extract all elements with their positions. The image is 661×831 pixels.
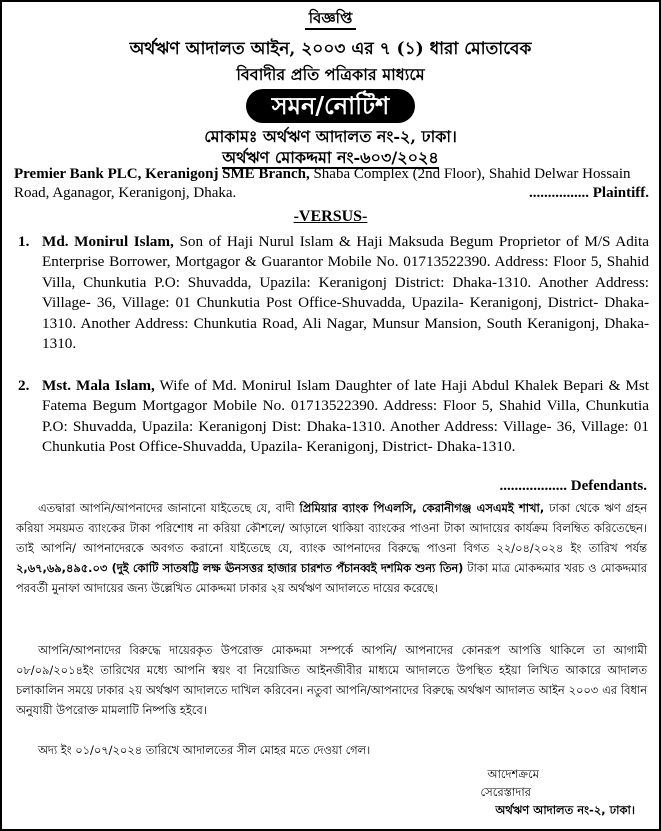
defendant-text [42, 376, 649, 458]
body-paragraph-3: অদ্য ইং ০১/০৭/২০২৪ তারিখে আদালতের সীল মোহর মতে দেওয়া গেল। [38, 743, 371, 757]
plaintiff-tag: ................ Plaintiff. [529, 185, 649, 201]
defendant-number: 2. [18, 377, 30, 394]
claim-amount: ২,৬৭,৬৯,৪৯৫.০৩ (দুই কোটি সাতষট্টি লক্ষ ঊনসত্তর হাজার চারশত পঁচানব্বই দশমিক শুন্য তিন) [16, 561, 464, 575]
publication-line: বিবাদীর প্রতি পত্রিকার মাধ্যমে [236, 65, 425, 84]
versus-heading: -VERSUS- [293, 208, 368, 225]
signature-court: অর্থঋণ আদালত নং-২, ঢাকা। [495, 803, 635, 817]
bank-branch-name: প্রিমিয়ার ব্যাংক পিএলসি, কেরানীগঞ্জ এসএমই শাখা, [299, 501, 545, 515]
signature-order-line: আদেশক্রমে [487, 767, 539, 781]
court-line: মোকামঃ অর্থঋণ আদালত নং-২, ঢাকা। [204, 127, 457, 146]
plaintiff-name: Premier Bank PLC, Keranigonj SME Branch, [14, 166, 310, 182]
plaintiff-address: Shaba Complex (2nd Floor), Shahid Delwar Hossain Road, Aganagor, Keranigonj, Dhaka. [14, 166, 631, 201]
defendant-details: Wife of Md. Monirul Islam Daughter of late Haji Abdul Khalek Bepari & Mst Fatema Begum Mortgagor Mobile No. 01713522390. Address: Floor 5, Shahid Villa, Chunkutia P.O: Shuvadda, Upazila: Keranigonj Dist: Dhaka-1310. Another Address: Village- 36, Village: 01 Chunkutia Post Office-Shuvadda, Upazila- Keranigonj, District- Dhaka-1310. [42, 377, 649, 456]
defendant-text [42, 232, 649, 354]
notice-heading: বিজ্ঞপ্তি [2, 8, 659, 30]
defendant-number: 1. [18, 233, 30, 250]
defendant-2 [18, 376, 649, 458]
banner-wrap [2, 89, 659, 123]
defendant-1 [18, 232, 649, 354]
plaintiff-block [14, 165, 649, 203]
signature-title: সেরেস্তাদার [480, 785, 531, 799]
body-paragraph-2: আপনি/আপনাদের বিরুদ্ধে দায়েরকৃত উপরোক্ত মোকদ্দমা সম্পর্কে আপনি/ আপনাদের কোনরূপ আপত্তি থাকিলে তা আগামী ০৮/০৯/২০১৪ইং তারিখের মধ্যে আপনি স্বয়ং বা নিয়োজিত আইনজীবীর মাধ্যমে আদালতে উপস্থিত হইয়া লিখিত আকারে আদালত চলাকালিন সময়ে ঢাকার ২য় অর্থঋণ আদালতে দাখিল করিবেন। নতুবা আপনি/আপনাদের বিরুদ্ধে অর্থঋণ আদালত আইন ২০০৩ এর বিধান অনুযায়ী উপরোক্ত মামলাটি নিষ্পত্তি হইবে। [16, 643, 647, 717]
body-paragraph-1: এতদ্বারা আপনি/আপনাদের জানানো যাইতেছে যে, বাদী প্রিমিয়ার ব্যাংক পিএলসি, কেরানীগঞ্জ এসএমই শাখা, ঢাকা থেকে ঋণ গ্রহন করিয়া সময়মত ব্যাংকের টাকা পরিশোধ না করিয়া কৌশলে/ আড়ালে থাকিয়া ব্যাংকের পাওনা টাকা আদায়ের কার্যক্রম বিলম্বিত করিতেছেন। তাই আপনি/ আপনাদেরকে অবগত করানো যাইতেছে যে, ব্যাংক আপনাদের বিরুদ্ধে পাওনা বিগত ২২/০৪/২০২৪ ইং তারিখ পর্যন্ত ২,৬৭,৬৯,৪৯৫.০৩ (দুই কোটি সাতষট্টি লক্ষ ঊনসত্তর হাজার চারশত পঁচানব্বই দশমিক শুন্য তিন) টাকা মাত্র মোকদ্দমার খরচ ও মোকদ্দমার পরবর্তী মুনাফা আদায়ের জন্য উল্লেখিত মোকদ্দমা ঢাকার ২য় অর্থঋণ আদালতে দায়ের করেছে। [16, 501, 647, 595]
law-reference-line: অর্থঋণ আদালত আইন, ২০০৩ এর ৭ (১) ধারা মোতাবেক [129, 39, 532, 59]
case-number: অর্থঋণ মোকদ্দমা নং-৬০৩/২০২৪ [222, 148, 439, 167]
summons-banner: সমন/নোটিশ [246, 89, 415, 123]
defendant-name: Md. Monirul Islam, [42, 233, 174, 250]
defendants-tag: .................. Defendants. [499, 478, 647, 494]
defendant-name: Mst. Mala Islam, [42, 377, 155, 394]
defendant-details: Son of Haji Nurul Islam & Haji Maksuda Begum Proprietor of M/S Adita Enterprise Borrower, Mortgagor & Guarantor Mobile No. 01713522390. Address: Floor 5, Shahid Villa, Chunkutia P.O: Shuvadda, Upazila: Keranigonj District: Dhaka-1310. Another Address: Village- 36, Village: 01 Chunkutia Post Office-Shuvadda, Upazila- Keranigonj, District- Dhaka-1310. Another Address: Chunkutia Road, Ali Nagar, Munsur Mansion, South Keranigonj, Dhaka-1310. [42, 233, 649, 353]
